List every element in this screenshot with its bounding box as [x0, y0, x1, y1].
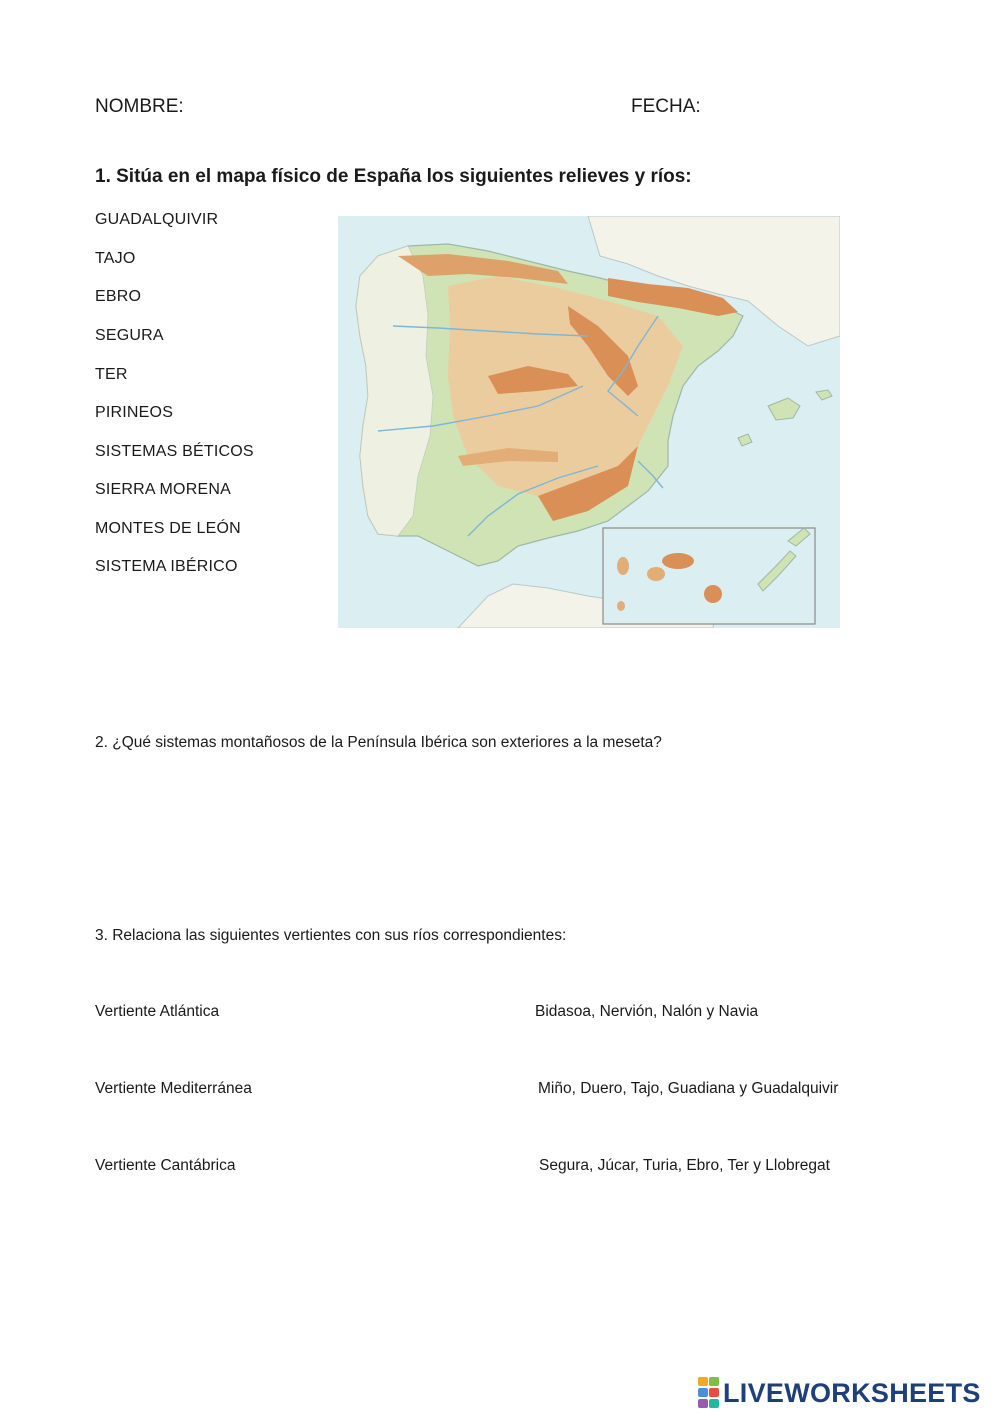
- river-group[interactable]: Segura, Júcar, Turia, Ebro, Ter y Llobregat: [539, 1157, 830, 1174]
- term-item[interactable]: GUADALQUIVIR: [95, 211, 219, 228]
- term-item[interactable]: MONTES DE LEÓN: [95, 520, 241, 537]
- slope-label[interactable]: Vertiente Atlántica: [95, 1003, 220, 1020]
- term-item[interactable]: SIERRA MORENA: [95, 481, 231, 498]
- question-3-text: 3. Relaciona las siguientes vertientes con sus ríos correspondientes:: [95, 927, 567, 944]
- canary-islands-inset: [603, 528, 815, 624]
- tenerife-island: [662, 553, 694, 569]
- question-1-title: 1. Sitúa en el mapa físico de España los siguientes relieves y ríos:: [95, 166, 692, 187]
- term-item[interactable]: SISTEMAS BÉTICOS: [95, 443, 254, 460]
- slope-label[interactable]: Vertiente Mediterránea: [95, 1080, 252, 1097]
- term-item[interactable]: TAJO: [95, 250, 136, 267]
- question-2-text: 2. ¿Qué sistemas montañosos de la Península Ibérica son exteriores a la meseta?: [95, 734, 662, 751]
- term-item[interactable]: PIRINEOS: [95, 404, 174, 421]
- slope-label[interactable]: Vertiente Cantábrica: [95, 1157, 236, 1174]
- term-item[interactable]: TER: [95, 366, 128, 383]
- river-group[interactable]: Miño, Duero, Tajo, Guadiana y Guadalquivir: [538, 1080, 839, 1097]
- term-item[interactable]: EBRO: [95, 288, 142, 305]
- liveworksheets-logo-icon: [698, 1377, 719, 1409]
- spain-physical-map[interactable]: [338, 216, 840, 628]
- name-label: NOMBRE:: [95, 96, 184, 117]
- la-gomera-island: [647, 567, 665, 581]
- el-hierro-island: [617, 601, 625, 611]
- date-label: FECHA:: [631, 96, 701, 117]
- la-palma-island: [617, 557, 629, 575]
- gran-canaria-island: [704, 585, 722, 603]
- river-group[interactable]: Bidasoa, Nervión, Nalón y Navia: [535, 1003, 759, 1020]
- liveworksheets-brand: LIVEWORKSHEETS: [723, 1377, 981, 1408]
- term-item[interactable]: SEGURA: [95, 327, 164, 344]
- liveworksheets-logo: [698, 1378, 981, 1408]
- term-item[interactable]: SISTEMA IBÉRICO: [95, 558, 238, 575]
